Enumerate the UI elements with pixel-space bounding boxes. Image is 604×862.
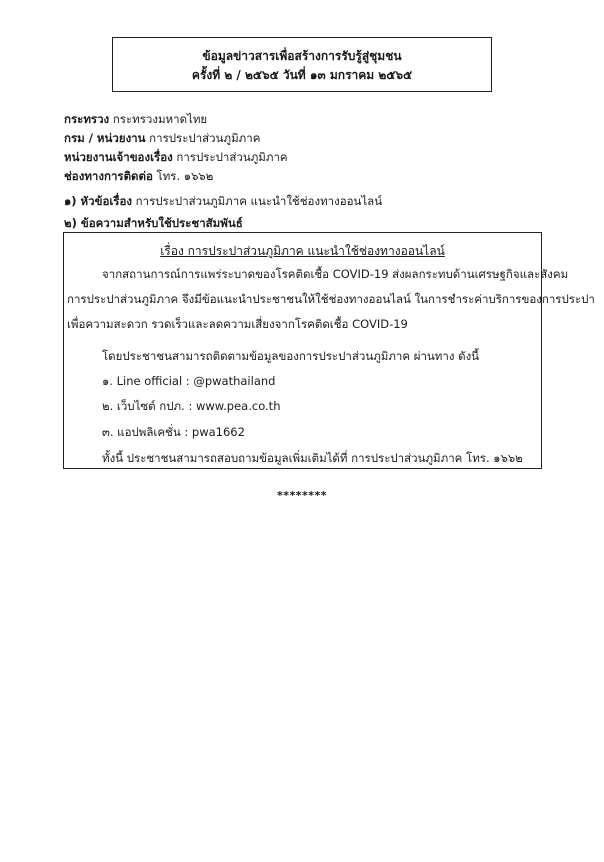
channel-item-app: ๓. แอปพลิเคชั่น : pwa1662 — [102, 425, 245, 439]
channel-item-line: ๑. Line official : @pwathailand — [102, 374, 276, 388]
meta-ministry-label: กระทรวง — [64, 112, 110, 126]
meta-contact-label: ช่องทางการติดต่อ — [64, 169, 153, 183]
section-topic — [64, 193, 382, 211]
section-message-heading — [64, 215, 243, 233]
meta-department — [64, 130, 260, 148]
header-box — [112, 37, 492, 92]
meta-owner-label: หน่วยงานเจ้าของเรื่อง — [64, 150, 173, 164]
meta-owner-value: การประปาส่วนภูมิภาค — [176, 150, 288, 164]
section-message-label: ๒) ข้อความสำหรับใช้ประชาสัมพันธ์ — [64, 216, 243, 230]
meta-ministry — [64, 111, 207, 129]
message-para-line-1: จากสถานการณ์การแพร่ระบาดของโรคติดเชื้อ COVID-19 ส่งผลกระทบด้านเศรษฐกิจและสังคม — [102, 267, 569, 281]
meta-ministry-value: กระทรวงมหาดไทย — [112, 112, 208, 126]
message-title: เรื่อง การประปาส่วนภูมิภาค แนะนำใช้ช่องทางออนไลน์ — [160, 244, 445, 258]
meta-owner — [64, 149, 288, 167]
header-title: ข้อมูลข่าวสารเพื่อสร้างการรับรู้สู่ชุมชน — [202, 49, 402, 63]
meta-contact — [64, 168, 213, 186]
message-follow-intro: โดยประชาชนสามารถติดตามข้อมูลของการประปาส่วนภูมิภาค ผ่านทาง ดังนี้ — [102, 349, 480, 363]
end-marker: ******** — [276, 489, 328, 502]
message-box — [63, 232, 595, 469]
header-issue-date: ครั้งที่ ๒ / ๒๕๖๕ วันที่ ๑๓ มกราคม ๒๕๖๕ — [191, 68, 413, 82]
meta-department-label: กรม / หน่วยงาน — [64, 131, 146, 145]
section-topic-label: ๑) หัวข้อเรื่อง — [64, 194, 132, 208]
message-closing: ทั้งนี้ ประชาชนสามารถสอบถามข้อมูลเพิ่มเติมได้ที่ การประปาส่วนภูมิภาค โทร. ๑๖๖๒ — [102, 451, 523, 465]
section-topic-value: การประปาส่วนภูมิภาค แนะนำใช้ช่องทางออนไลน์ — [135, 194, 383, 208]
meta-contact-value: โทร. ๑๖๖๒ — [156, 169, 214, 183]
message-para-line-3: เพื่อความสะดวก รวดเร็วและลดความเสี่ยงจากโรคติดเชื้อ COVID-19 — [67, 317, 408, 331]
meta-department-value: การประปาส่วนภูมิภาค — [149, 131, 261, 145]
message-para-line-2: การประปาส่วนภูมิภาค จึงมีข้อแนะนำประชาชนให้ใช้ช่องทางออนไลน์ ในการชำระค่าบริการของการประปา — [67, 292, 595, 306]
channel-item-website: ๒. เว็บไซต์ กปภ. : www.pea.co.th — [102, 399, 281, 413]
